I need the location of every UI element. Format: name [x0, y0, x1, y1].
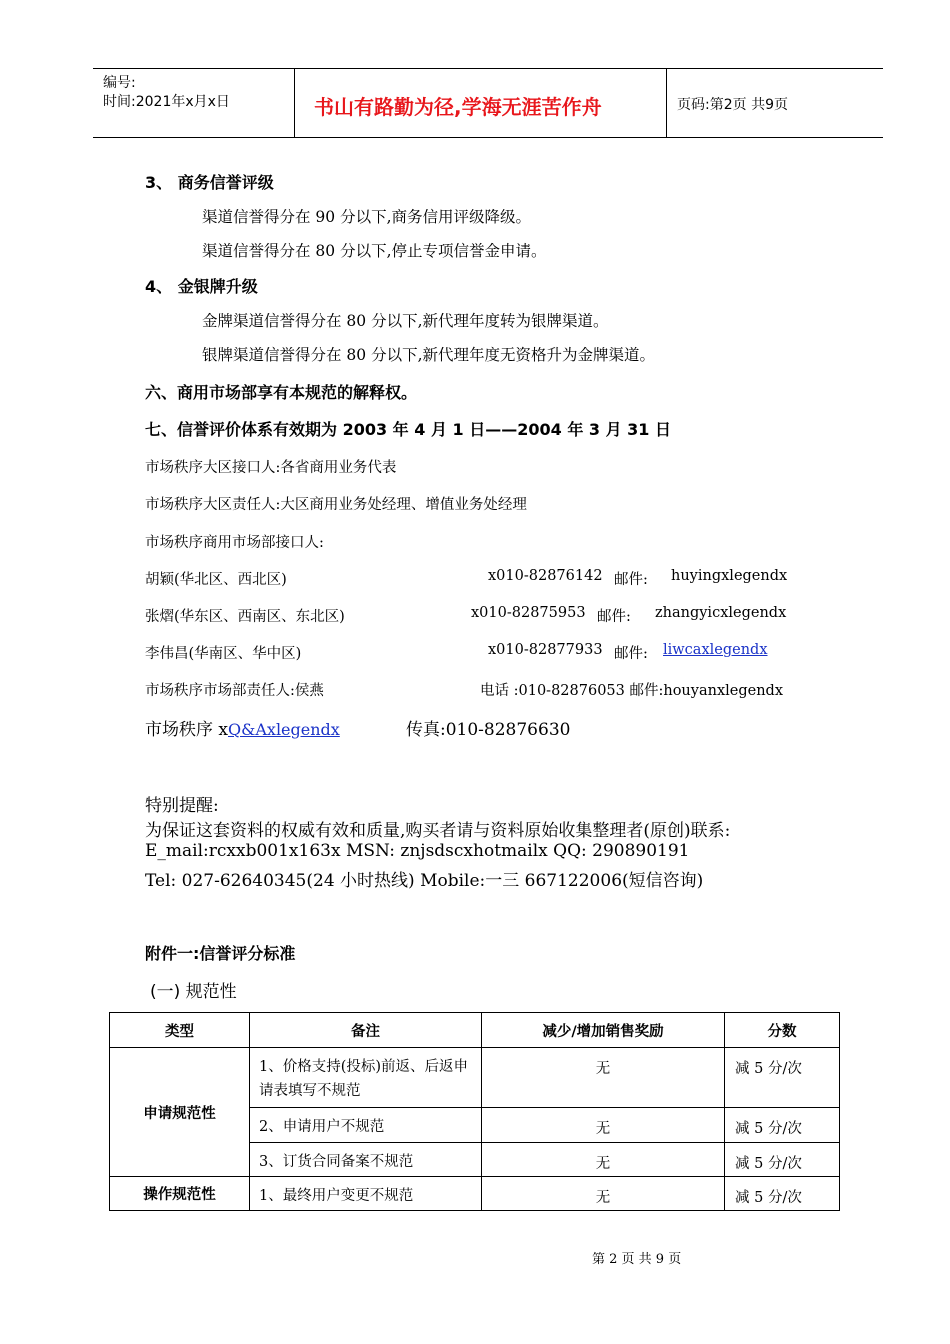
- score-cell: 减 5 分/次: [725, 1108, 840, 1143]
- section-4-title: 4、 金银牌升级: [145, 277, 258, 296]
- qa-link[interactable]: Q&Axlegendx: [228, 720, 340, 739]
- category-cell: 申请规范性: [110, 1048, 250, 1177]
- reward-cell: 无: [482, 1108, 725, 1143]
- reminder-line-1: 为保证这套资料的权威有效和质量,购买者请与资料原始收集整理者(原创)联系:: [145, 821, 731, 841]
- score-cell: 减 5 分/次: [725, 1177, 840, 1211]
- contact-name: 李伟昌(华南区、华中区): [145, 646, 302, 662]
- table-row: [110, 1048, 840, 1108]
- header-motto: 书山有路勤为径,学海无涯苦作舟: [314, 95, 602, 119]
- page-code: 页码:第2页 共9页: [677, 97, 788, 113]
- region-interface: 市场秩序大区接口人:各省商用业务代表: [145, 460, 397, 476]
- section-6: 六、商用市场部享有本规范的解释权。: [145, 383, 418, 402]
- reminder-line-3: Tel: 027-62640345(24 小时热线) Mobile:一三 667122006(短信咨询): [145, 871, 704, 891]
- contact-mail-label: 邮件:: [614, 572, 648, 588]
- contact-phone: x010-82877933: [488, 642, 603, 658]
- table-header-row: [110, 1013, 840, 1048]
- section-3-line-2: 渠道信誉得分在 80 分以下,停止专项信誉金申请。: [202, 242, 547, 260]
- note-cell: 2、申请用户不规范: [250, 1108, 482, 1143]
- appendix-title: 附件一:信誉评分标准: [145, 944, 296, 963]
- dept-owner-contact: 电话 :010-82876053 邮件:houyanxlegendx: [480, 683, 784, 699]
- note-cell: 3、订货合同备案不规范: [250, 1143, 482, 1177]
- score-cell: 减 5 分/次: [725, 1048, 840, 1108]
- contact-mail-label: 邮件:: [614, 646, 648, 662]
- region-owner: 市场秩序大区责任人:大区商用业务处经理、增值业务处经理: [145, 497, 527, 513]
- section-3-line-1: 渠道信誉得分在 90 分以下,商务信用评级降级。: [202, 208, 532, 226]
- page-header: [93, 68, 883, 138]
- reminder-line-2: E_mail:rcxxb001x163x MSN: znjsdscxhotmailx QQ: 290890191: [145, 841, 690, 861]
- contact-name: 张熠(华东区、西南区、东北区): [145, 609, 345, 625]
- table-header-cell: 减少/增加销售奖励: [482, 1013, 725, 1048]
- note-cell: 1、价格支持(投标)前返、后返申请表填写不规范: [250, 1048, 482, 1108]
- table-header-cell: 备注: [250, 1013, 482, 1048]
- dept-owner: 市场秩序市场部责任人:侯燕: [145, 683, 324, 699]
- reminder-title: 特别提醒:: [145, 796, 219, 816]
- score-table: [109, 1012, 840, 1211]
- reward-cell: 无: [482, 1177, 725, 1211]
- fax: 传真:010-82876630: [406, 720, 571, 740]
- note-cell: 1、最终用户变更不规范: [250, 1177, 482, 1211]
- qa-prefix: 市场秩序 x: [145, 720, 228, 740]
- time-label: 时间:2021年x月x日: [103, 94, 230, 110]
- section-4-line-2: 银牌渠道信誉得分在 80 分以下,新代理年度无资格升为金牌渠道。: [202, 346, 656, 364]
- contact-name: 胡颖(华北区、西北区): [145, 572, 287, 588]
- contact-phone: x010-82875953: [471, 605, 586, 621]
- table-header-cell: 分数: [725, 1013, 840, 1048]
- header-divider: [666, 69, 667, 137]
- contact-mail: huyingxlegendx: [671, 568, 788, 584]
- table-header-cell: 类型: [110, 1013, 250, 1048]
- contact-mail: zhangyicxlegendx: [655, 605, 787, 621]
- section-7: 七、信誉评价体系有效期为 2003 年 4 月 1 日——2004 年 3 月 31 日: [145, 420, 672, 439]
- score-cell: 减 5 分/次: [725, 1143, 840, 1177]
- contact-phone: x010-82876142: [488, 568, 603, 584]
- appendix-subtitle: (一) 规范性: [150, 982, 237, 1002]
- header-divider: [294, 69, 295, 137]
- category-cell: 操作规范性: [110, 1177, 250, 1211]
- contact-mail-label: 邮件:: [597, 609, 631, 625]
- serial-label: 编号:: [103, 75, 136, 91]
- qa-line: [145, 715, 340, 740]
- reward-cell: 无: [482, 1143, 725, 1177]
- page-footer: 第 2 页 共 9 页: [592, 1252, 682, 1267]
- contact-mail-link[interactable]: liwcaxlegendx: [663, 642, 768, 658]
- reward-cell: 无: [482, 1048, 725, 1108]
- dept-interface: 市场秩序商用市场部接口人:: [145, 535, 324, 551]
- section-4-line-1: 金牌渠道信誉得分在 80 分以下,新代理年度转为银牌渠道。: [202, 312, 609, 330]
- table-row: [110, 1177, 840, 1211]
- section-3-title: 3、 商务信誉评级: [145, 173, 274, 192]
